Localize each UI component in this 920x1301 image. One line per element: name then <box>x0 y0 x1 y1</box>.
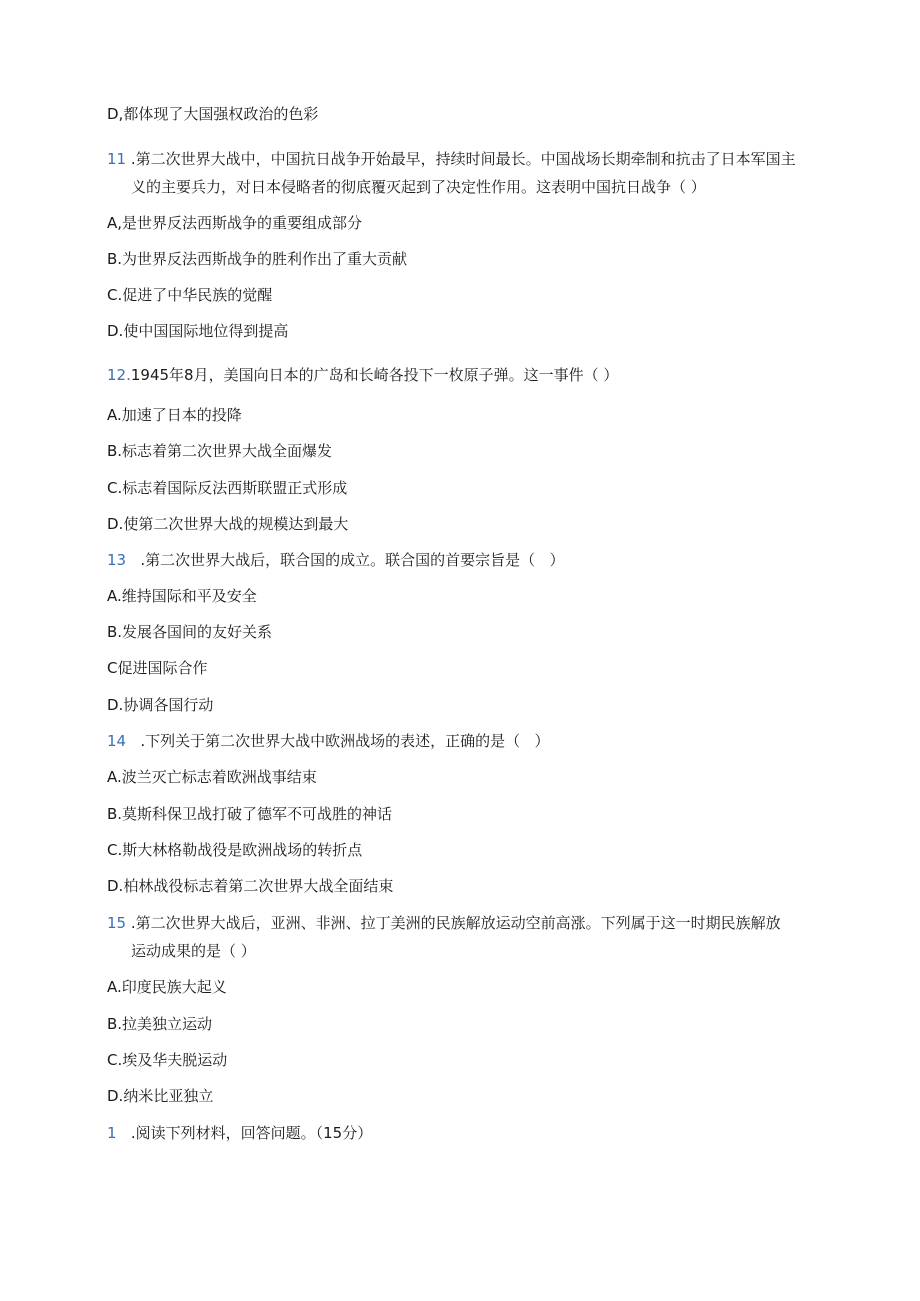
question-11-option-a: A,是世界反法西斯战争的重要组成部分 <box>107 214 363 232</box>
question-text: .第二次世界大战后，亚洲、非洲、拉丁美洲的民族解放运动空前高涨。下列属于这一时期民族解放 <box>126 914 781 932</box>
question-14-option-a: A.波兰灭亡标志着欧洲战事结束 <box>107 768 317 786</box>
question-14-option-b: B.莫斯科保卫战打破了德军不可战胜的神话 <box>107 805 393 823</box>
question-text: 1945年8月，美国向日本的广岛和长崎各投下一枚原子弹。这一事件（ ） <box>130 366 619 384</box>
question-11-option-b: B.为世界反法西斯战争的胜利作出了重大贡献 <box>107 250 408 268</box>
question-11-stem-line1 <box>107 149 796 169</box>
question-14-option-c: C.斯大林格勒战役是欧洲战场的转折点 <box>107 841 363 859</box>
question-12-option-a: A.加速了日本的投降 <box>107 406 242 424</box>
question-number: 11 <box>107 150 127 168</box>
question-text: .第二次世界大战后，联合国的成立。联合国的首要宗旨是（ ） <box>126 551 565 569</box>
question-11-stem-line2: 义的主要兵力，对日本侵略者的彻底覆灭起到了决定性作用。这表明中国抗日战争（ ） <box>131 178 706 196</box>
question-number: 1 <box>107 1124 117 1142</box>
question-15-option-c: C.埃及华夫脱运动 <box>107 1051 228 1069</box>
question-14-option-d: D.柏林战役标志着第二次世界大战全面结束 <box>107 877 394 895</box>
question-12-option-d: D.使第二次世界大战的规模达到最大 <box>107 515 349 533</box>
question-number: 12. <box>107 366 131 384</box>
question-text: .第二次世界大战中，中国抗日战争开始最早，持续时间最长。中国战场长期牵制和抗击了日本军国主 <box>126 150 796 168</box>
question-13-option-c: C促进国际合作 <box>107 659 208 677</box>
question-13-stem <box>107 550 564 570</box>
question-material-stem <box>107 1123 372 1143</box>
question-number: 14 <box>107 732 127 750</box>
question-13-option-a: A.维持国际和平及安全 <box>107 587 257 605</box>
question-15-option-b: B.拉美独立运动 <box>107 1015 213 1033</box>
question-14-stem <box>107 731 549 751</box>
question-11-option-d: D.使中国国际地位得到提高 <box>107 322 289 340</box>
question-15-option-a: A.印度民族大起义 <box>107 978 227 996</box>
question-15-stem-line2: 运动成果的是（ ） <box>131 942 256 960</box>
question-12-option-b: B.标志着第二次世界大战全面爆发 <box>107 442 333 460</box>
question-12-option-c: C.标志着国际反法西斯联盟正式形成 <box>107 479 348 497</box>
question-number: 15 <box>107 914 127 932</box>
question-number: 13 <box>107 551 127 569</box>
question-15-stem-line1 <box>107 913 781 933</box>
question-13-option-b: B.发展各国间的友好关系 <box>107 623 273 641</box>
question-12-stem <box>107 365 618 385</box>
question-text: .阅读下列材料，回答问题。（15分） <box>116 1124 373 1142</box>
question-11-option-c: C.促进了中华民族的觉醒 <box>107 286 273 304</box>
prev-question-option-d: D,都体现了大国强权政治的色彩 <box>107 105 319 123</box>
question-text: .下列关于第二次世界大战中欧洲战场的表述，正确的是（ ） <box>126 732 550 750</box>
question-15-option-d: D.纳米比亚独立 <box>107 1087 214 1105</box>
question-13-option-d: D.协调各国行动 <box>107 696 214 714</box>
